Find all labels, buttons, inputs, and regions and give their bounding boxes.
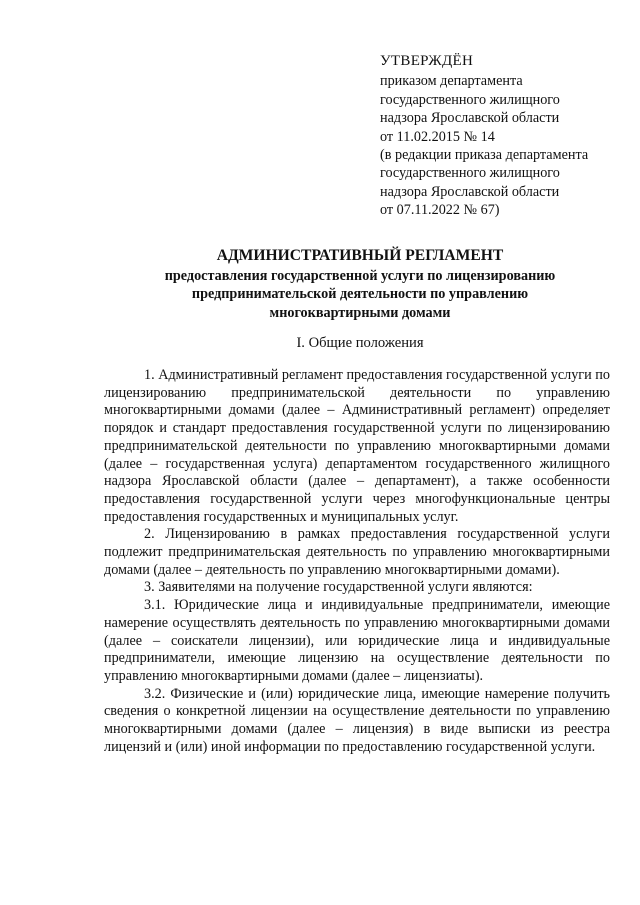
document-title-block: [100, 246, 620, 322]
approval-line: от 07.11.2022 № 67): [380, 202, 500, 219]
approval-line: от 11.02.2015 № 14: [380, 128, 495, 145]
approval-line: государственного жилищного: [380, 91, 560, 108]
paragraph-2: 2. Лицензированию в рамках предоставления государственной услуги подлежит предпринимательская деятельность по управлению многоквартирными домами (далее – деятельность по управлению многоквартирными домами).: [104, 526, 610, 578]
paragraph-1: 1. Административный регламент предоставления государственной услуги по лицензированию предпринимательской деятельности по управлению многоквартирными домами (далее – Административный регламент) определяет порядок и стандарт предоставления государственной услуги по лицензированию предпринимательской деятельности по управлению многоквартирными домами (далее – государственная услуга) департаментом государственного жилищного надзора Ярославской области (далее – департамент), а также особенности предоставления государственной услуги через многофункциональные центры предоставления государственных и муниципальных услуг.: [104, 367, 610, 525]
document-subtitle-line: многоквартирными домами: [269, 304, 451, 321]
approval-line: государственного жилищного: [380, 165, 560, 182]
document-subtitle-line: предоставления государственной услуги по лицензированию: [164, 268, 556, 284]
document-title: АДМИНИСТРАТИВНЫЙ РЕГЛАМЕНТ: [216, 247, 504, 264]
section-heading: I. Общие положения: [296, 335, 424, 351]
paragraph-3-1: 3.1. Юридические лица и индивидуальные предприниматели, имеющие намерение осуществлять деятельность по управлению многоквартирными домами (далее – соискатели лицензии), или юридические лица и индивидуальные предприниматели, имеющие лицензию на осуществление деятельности по управлению многоквартирными домами (далее – лицензиаты).: [104, 597, 610, 684]
document-subtitle-line: предпринимательской деятельности по управлению: [191, 286, 529, 303]
approval-stamp: [380, 52, 630, 220]
approval-line: надзора Ярославской области: [380, 110, 560, 127]
approval-line: надзора Ярославской области: [380, 183, 560, 200]
approval-heading: УТВЕРЖДЁН: [380, 53, 474, 69]
approval-line: приказом департамента: [380, 73, 523, 90]
paragraph-3: 3. Заявителями на получение государственной услуги являются:: [144, 579, 533, 596]
approval-line: (в редакции приказа департамента: [380, 147, 589, 164]
document-body: [104, 367, 610, 756]
paragraph-3-2: 3.2. Физические и (или) юридические лица, имеющие намерение получить сведения о конкретной лицензии на осуществление деятельности по управлению многоквартирными домами (далее – лицензия) в виде выписки из реестра лицензий и (или) иной информации по предоставлению государственной услуги.: [104, 685, 610, 755]
